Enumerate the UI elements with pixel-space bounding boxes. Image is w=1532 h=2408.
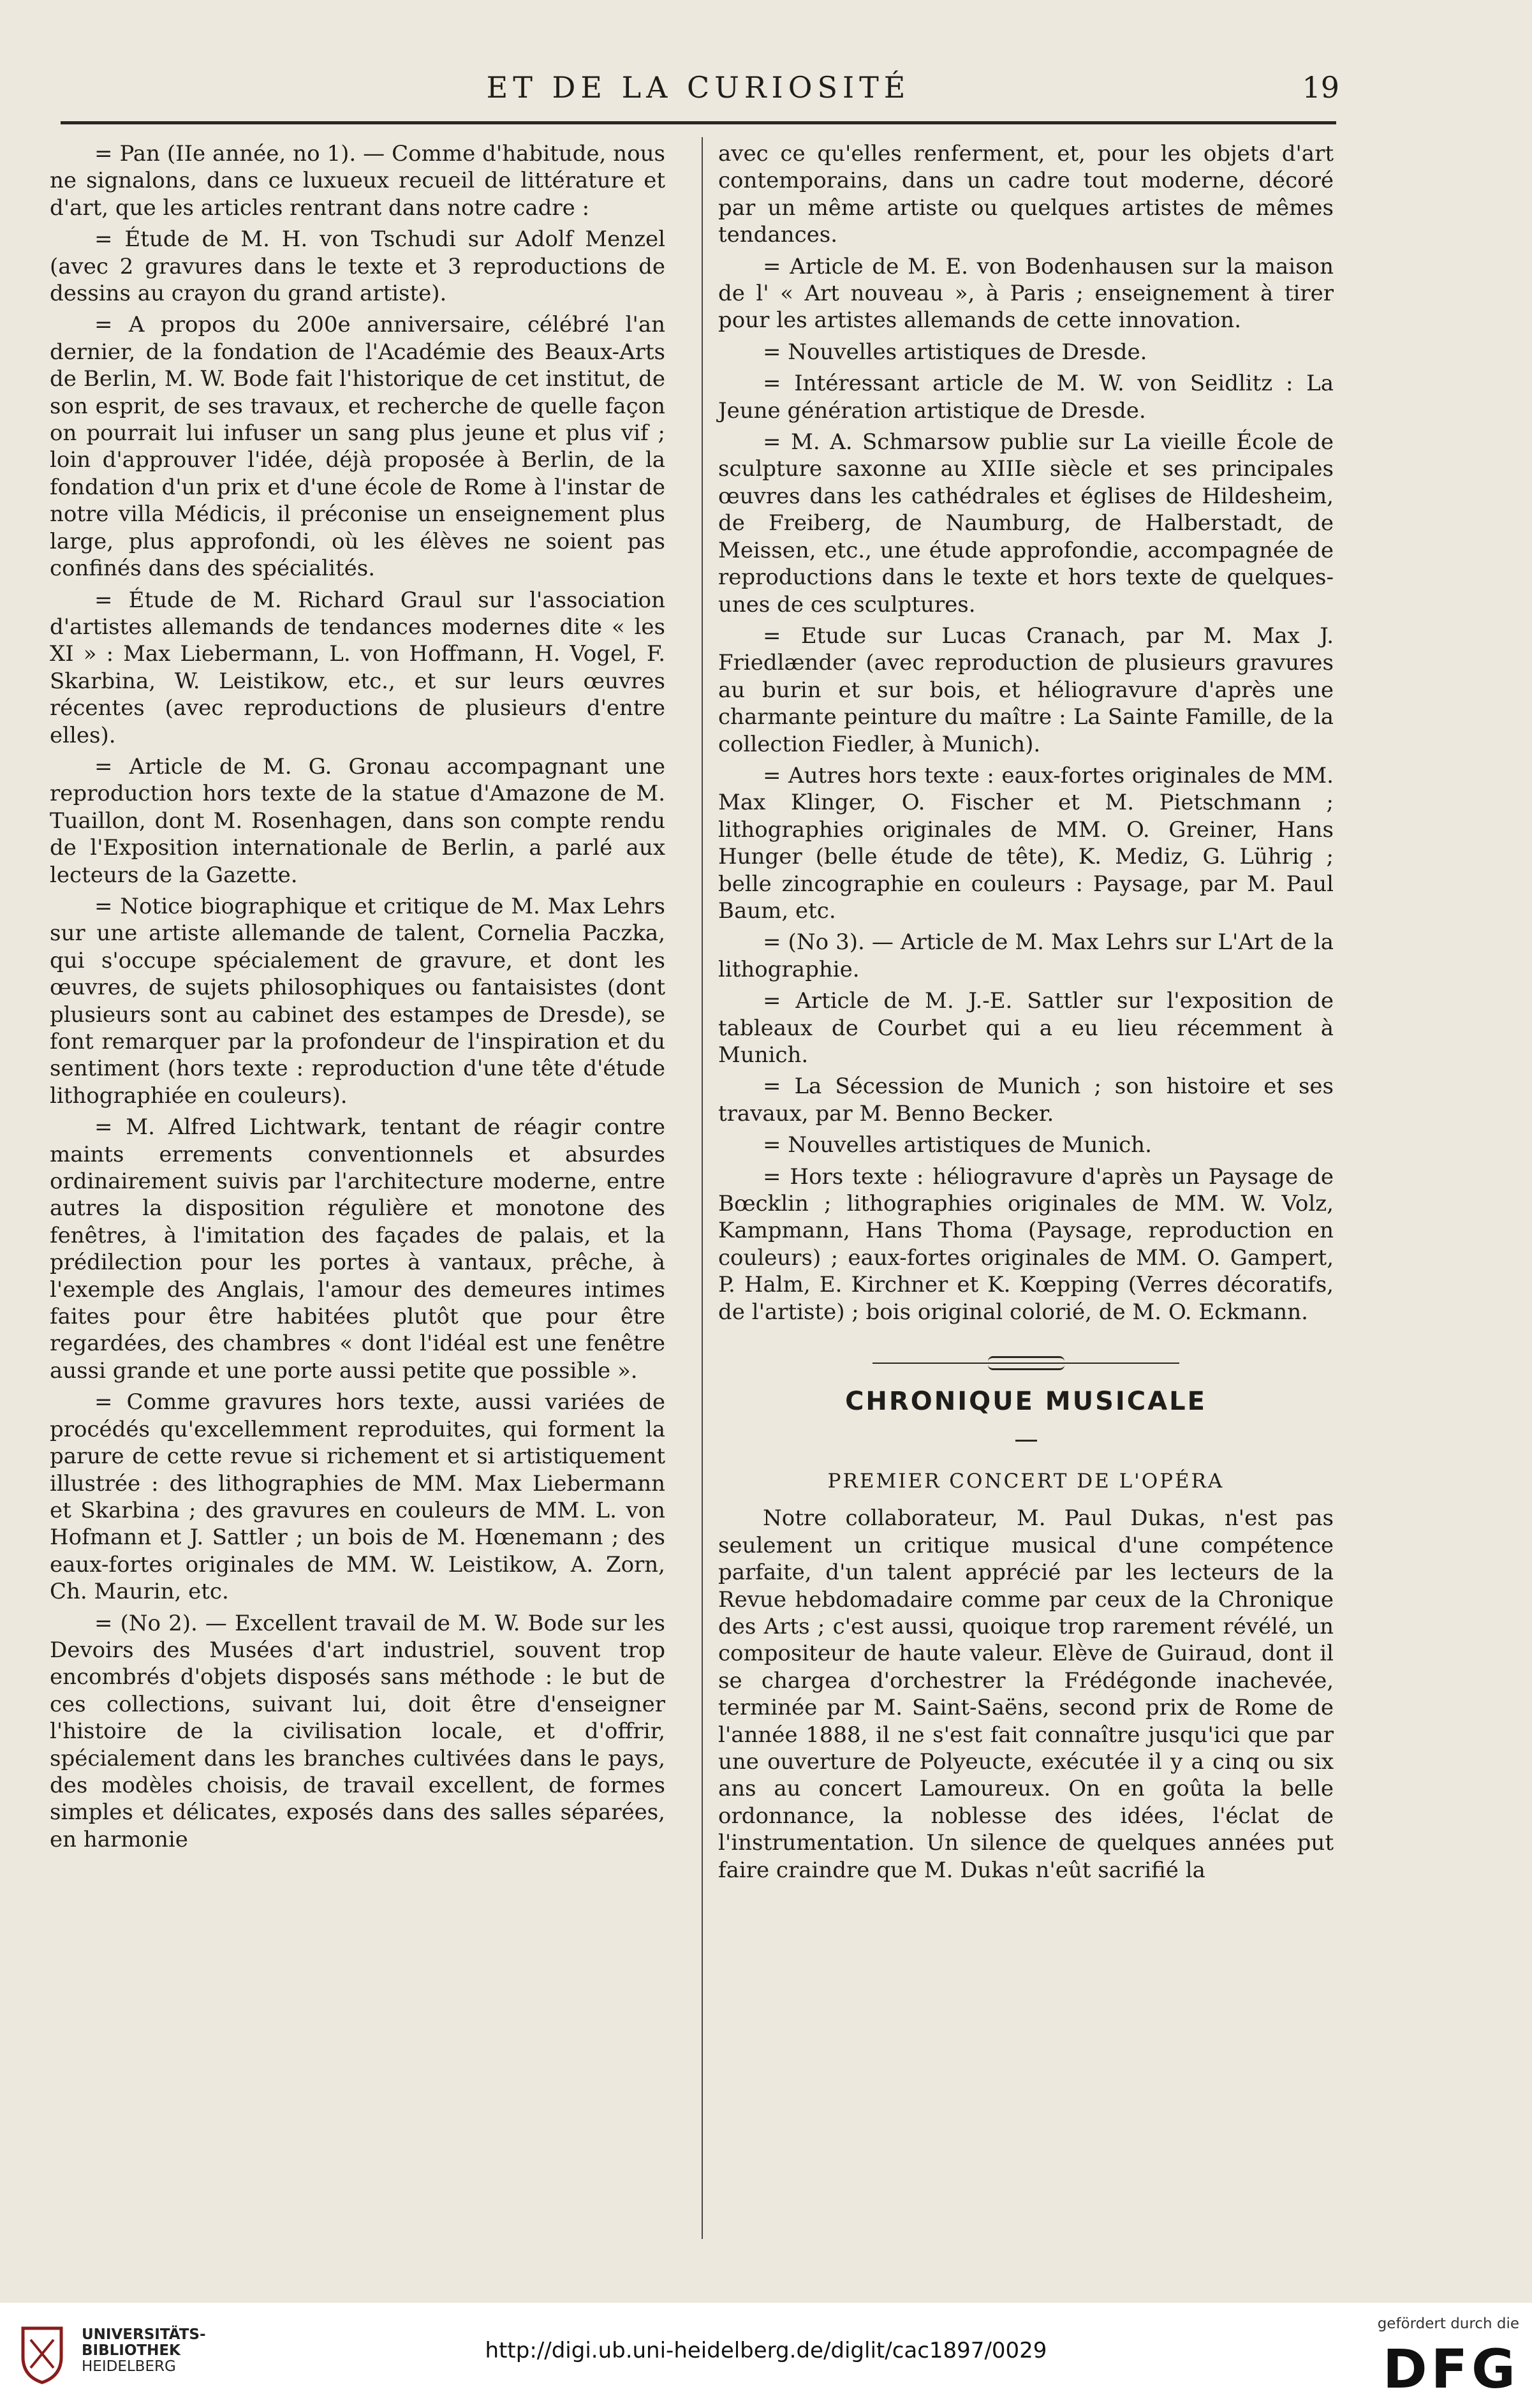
- source-url-link[interactable]: http://digi.ub.uni-heidelberg.de/diglit/cac1897/0029: [485, 2338, 1047, 2363]
- running-title: ET DE LA CURIOSITÉ: [486, 70, 911, 105]
- page-number: 19: [1302, 70, 1339, 105]
- paragraph: = Étude de M. H. von Tschudi sur Adolf Menzel (avec 2 gravures dans le texte et 3 reproductions de dessins au crayon du grand artiste).: [50, 226, 665, 307]
- column-divider: [702, 137, 703, 2239]
- paragraph: = (No 3). — Article de M. Max Lehrs sur L'Art de la lithographie.: [718, 929, 1334, 982]
- paragraph: = (No 2). — Excellent travail de M. W. Bode sur les Devoirs des Musées d'art industriel, souvent trop encombrés d'objets disposés sans méthode : le but de ces collections, suivant lui, doit être d'enseigner l'histoire de la civilisation locale, et d'offrir, spécialement dans les branches cultivées dans le pays, des modèles choisis, de travail excellent, de formes simples et délicates, exposés dans des salles séparées, en harmonie: [50, 1610, 665, 1852]
- paragraph: = Etude sur Lucas Cranach, par M. Max J. Friedlænder (avec reproduction de plusieurs gravures au burin et sur bois, et héliogravure d'après une charmante peinture du maître : La Sainte Famille, de la collection Fiedler, à Munich).: [718, 623, 1334, 757]
- paragraph: = Pan (IIe année, no 1). — Comme d'habitude, nous ne signalons, dans ce luxueux recueil de littérature et d'art, que les articles rentrant dans notre cadre :: [50, 141, 665, 221]
- paragraph: = M. Alfred Lichtwark, tentant de réagir contre maints errements conventionnels et absurdes ordinairement suivis par l'architecture moderne, entre autres la disposition régulière et monotone des fenêtres, à l'imitation des façades de palais, et la prédilection pour les portes à vantaux, prêche, à l'exemple des Anglais, l'amour des demeures intimes faites pour être habitées plutôt que pour être regardées, des chambres « dont l'idéal est une fenêtre aussi grande et une porte aussi petite que possible ».: [50, 1114, 665, 1384]
- paragraph: = Autres hors texte : eaux-fortes originales de MM. Max Klinger, O. Fischer et M. Pietschmann ; lithographies originales de MM. O. Greiner, Hans Hunger (belle étude de tête), K. Mediz, G. Lührig ; belle zincographie en couleurs : Paysage, par M. Paul Baum, etc.: [718, 762, 1334, 924]
- footer-bar: [0, 2303, 1532, 2408]
- paragraph: = La Sécession de Munich ; son histoire et ses travaux, par M. Benno Becker.: [718, 1074, 1334, 1126]
- funded-by-label: gefördert durch die: [1377, 2316, 1519, 2332]
- decorative-ornament: [718, 1348, 1334, 1361]
- section-dash: [718, 1421, 1334, 1448]
- paragraph: = Hors texte : héliogravure d'après un Paysage de Bœcklin ; lithographies originales de MM. W. Volz, Kampmann, Hans Thoma (Paysage, reproduction en couleurs) ; eaux-fortes originales de MM. O. Gampert, P. Halm, E. Kirchner et K. Kœpping (Verres décoratifs, de l'artiste) ; bois original colorié, de M. O. Eckmann.: [718, 1163, 1334, 1325]
- paragraph: = M. A. Schmarsow publie sur La vieille École de sculpture saxonne au XIIIe siècle et ses principales œuvres dans les cathédrales et églises de Hildesheim, de Freiberg, de Naumburg, de Halberstadt, de Meissen, etc., une étude approfondie, accompagnée de reproductions dans le texte et hors texte de quelques-unes de ces sculptures.: [718, 429, 1334, 617]
- paragraph: = Intéressant article de M. W. von Seidlitz : La Jeune génération artistique de Dresde.: [718, 371, 1334, 424]
- paragraph: Notre collaborateur, M. Paul Dukas, n'est pas seulement un critique musical d'une compétence parfaite, d'un talent apprécié par les lecteurs de la Revue hebdomadaire comme par ceux de la Chronique des Arts ; c'est aussi, quoique trop rarement révélé, un compositeur de haute valeur. Elève de Guiraud, dont il se chargea d'orchestrer la Frédégonde inachevée, terminée par M. Saint-Saëns, second prix de Rome de l'année 1888, il ne s'est fait connaître jusqu'ici que par une ouverture de Polyeucte, exécutée il y a cinq ou six ans au concert Lamoureux. On en goûta la belle ordonnance, la noblesse des idées, l'éclat de l'instrumentation. Un silence de quelques années put faire craindre que M. Dukas n'eût sacrifié la: [718, 1505, 1334, 1883]
- paragraph: = Étude de M. Richard Graul sur l'association d'artistes allemands de tendances modernes dite « les XI » : Max Liebermann, L. von Hoffmann, H. Vogel, F. Skarbina, W. Leistikow, etc., et sur leurs œuvres récentes (avec reproductions de plusieurs d'entre elles).: [50, 587, 665, 748]
- paragraph: = Article de M. J.-E. Sattler sur l'exposition de tableaux de Courbet qui a eu lieu récemment à Munich.: [718, 988, 1334, 1068]
- paragraph: = Article de M. G. Gronau accompagnant une reproduction hors texte de la statue d'Amazone de M. Tuaillon, dont M. Rosenhagen, dans son compte rendu de l'Exposition internationale de Berlin, a parlé aux lecteurs de la Gazette.: [50, 753, 665, 888]
- paragraph: = Nouvelles artistiques de Munich.: [763, 1132, 1152, 1158]
- right-column: [718, 140, 1334, 1888]
- dfg-logo: DFG: [1382, 2338, 1519, 2400]
- left-column: [50, 140, 665, 1858]
- ornament-rule: [886, 1363, 1179, 1364]
- paragraph: = Notice biographique et critique de M. Max Lehrs sur une artiste allemande de talent, Cornelia Paczka, qui s'occupe spécialement de gravure, et dont les œuvres, de sujets philosophiques ou fantaisistes (dont plusieurs sont au cabinet des estampes de Dresde), se font remarquer par la profondeur de l'inspiration et du sentiment (hors texte : reproduction d'une tête d'étude lithographiée en couleurs).: [50, 893, 665, 1109]
- paragraph: = Comme gravures hors texte, aussi variées de procédés qu'excellemment reproduites, qui forment la parure de cette revue si richement et si artistiquement illustrée : des lithographies de MM. Max Liebermann et Skarbina ; des gravures en couleurs de MM. L. von Hofmann et J. Sattler ; un bois de M. Hœnemann ; des eaux-fortes originales de MM. W. Leistikow, A. Zorn, Ch. Maurin, etc.: [50, 1389, 665, 1605]
- paragraph: = A propos du 200e anniversaire, célébré l'an dernier, de la fondation de l'Académie des Beaux-Arts de Berlin, M. W. Bode fait l'historique de cet institut, de son esprit, de ses travaux, et recherche de quelle façon on pourrait lui infuser un sang plus jeune et plus vif ; loin d'approuver l'idée, déjà proposée à Berlin, de la fondation d'un prix et d'une école de Rome à l'instar de notre villa Médicis, il préconise un enseignement plus large, plus approfondi, où les élèves ne soient pas confinés dans des spécialités.: [50, 312, 665, 582]
- paragraph: avec ce qu'elles renferment, et, pour les objets d'art contemporains, dans un cadre tout moderne, décoré par un même artiste ou quelques artistes de mêmes tendances.: [718, 141, 1334, 248]
- paragraph: = Article de M. E. von Bodenhausen sur la maison de l' « Art nouveau », à Paris ; enseignement à tirer pour les artistes allemands de cette innovation.: [718, 253, 1334, 334]
- header-rule: [61, 121, 1336, 124]
- page-header: [57, 70, 1339, 115]
- subsection-title: PREMIER CONCERT DE L'OPÉRA: [827, 1469, 1225, 1493]
- library-logo-text: UNIVERSITÄTS- BIBLIOTHEK HEIDELBERG: [82, 2326, 206, 2375]
- paragraph: = Nouvelles artistiques de Dresde.: [763, 339, 1147, 365]
- section-title: CHRONIQUE MUSICALE: [845, 1387, 1207, 1417]
